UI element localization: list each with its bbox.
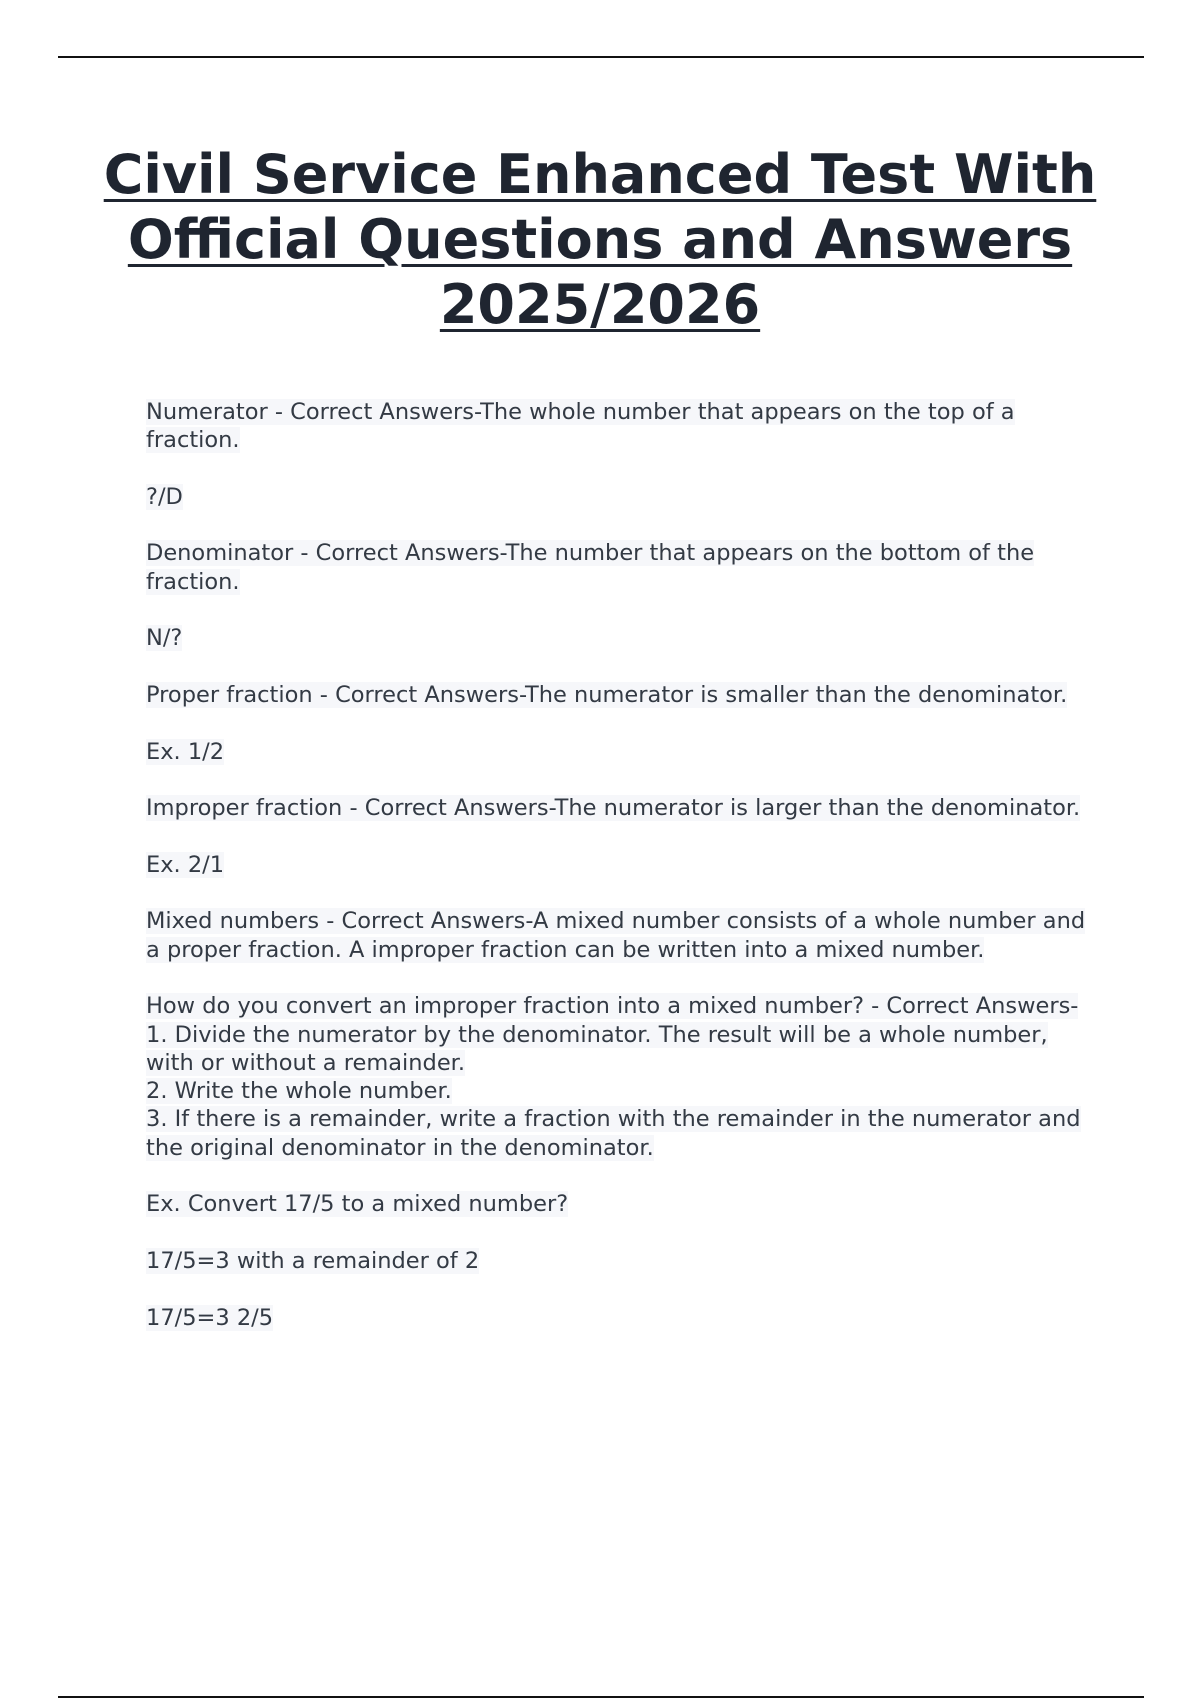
top-rule: [58, 56, 1144, 58]
paragraph-conversion-result: 17/5=3 2/5: [146, 1304, 274, 1331]
paragraph-denominator-notation: N/?: [146, 625, 183, 652]
bottom-rule: [58, 1696, 1144, 1698]
paragraph-numerator-definition: Numerator - Correct Answers-The whole number that appears on the top of a fraction.: [146, 399, 1015, 454]
paragraph-mixed-numbers: Mixed numbers - Correct Answers-A mixed number consists of a whole number and a proper fraction. A improper fraction can be written into a mixed number.: [146, 908, 1086, 963]
document-title-text: Civil Service Enhanced Test With Official Questions and Answers 2025/2026: [103, 143, 1097, 336]
paragraph-proper-fraction: Proper fraction - Correct Answers-The numerator is smaller than the denominator.: [146, 681, 1068, 708]
paragraph-denominator-definition: Denominator - Correct Answers-The number that appears on the bottom of the fraction.: [146, 540, 1035, 595]
paragraph-improper-fraction-example: Ex. 2/1: [146, 851, 225, 878]
paragraph-conversion-remainder: 17/5=3 with a remainder of 2: [146, 1247, 480, 1274]
paragraph-conversion-example: Ex. Convert 17/5 to a mixed number?: [146, 1191, 569, 1218]
document-body: [146, 398, 1096, 1360]
document-title: [100, 142, 1100, 337]
paragraph-proper-fraction-example: Ex. 1/2: [146, 738, 225, 765]
paragraph-numerator-notation: ?/D: [146, 483, 183, 510]
paragraph-conversion-steps: How do you convert an improper fraction into a mixed number? - Correct Answers-1. Divide the numerator by the denominator. The result will be a whole number, with or without a remainder. 2. Write the whole number. 3. If there is a remainder, write a fraction with the remainder in the numerator and the original denominator in the denominator.: [146, 993, 1081, 1161]
paragraph-improper-fraction: Improper fraction - Correct Answers-The numerator is larger than the denominator.: [146, 795, 1081, 822]
